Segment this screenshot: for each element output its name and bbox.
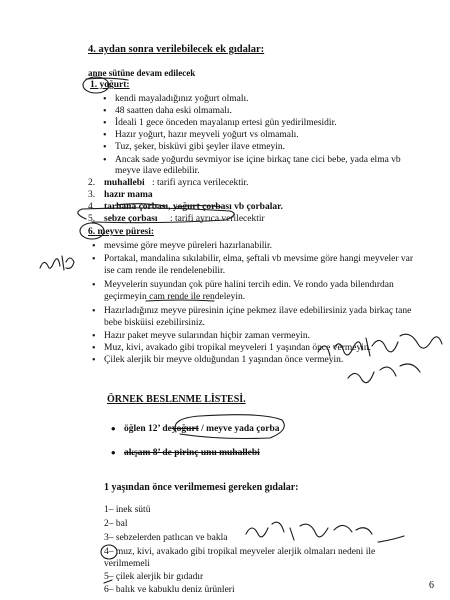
yogurt-label: 1. yoğurt: (90, 80, 130, 90)
muhallebi-label: muhallebi (104, 178, 145, 188)
hazir-mama-label: hazır mama (104, 190, 153, 200)
list-item: 2– bal (104, 519, 128, 529)
muhallebi-text: : tarifi ayrıca verilecektir. (152, 178, 249, 188)
list-item: 4– muz, kivi, avakado gibi tropikal meyveler alerjik olmaları nedeni ile (104, 547, 376, 557)
tarhana-text: tarhana çorbası, yoğurt çorbası vb çorbalar. (104, 202, 283, 212)
list-item: 1– inek sütü (104, 505, 151, 515)
aksam-line: • akşam 8’ de pirinç unu muhallebi (124, 448, 260, 459)
item-number: 5. (88, 214, 96, 224)
list-item: • Portakal, mandalina sıkılabilir, elma, şeftali vb mevsime göre hangi meyveler var (104, 254, 413, 265)
not-given-heading: 1 yaşından önce verilmemesi gereken gıdalar: (104, 482, 299, 493)
list-item: 6– balık ve kabuklu deniz ürünleri (104, 585, 235, 595)
item-number: 2. (88, 178, 96, 188)
list-item: • Hazırladığınız meyve püresinin içine pekmez ilave edebilirsiniz yada birkaç tane (104, 306, 411, 317)
list-item: • Hazır paket meyve sularından hiçbir zaman vermeyin. (104, 331, 310, 342)
list-item-continuation: ise cam rende ile rendelenebilir. (104, 266, 226, 276)
list-item-continuation: geçirmeyin cam rende ile rendeleyin. (104, 292, 246, 302)
list-item-continuation: bebe bisküisi ezebilirsiniz. (104, 318, 206, 328)
ogle-line: • öğlen 12’ deyoğurt / meyve yada çorba (124, 424, 280, 435)
list-item: • İdeali 1 gece önceden mayalanıp ertesi gün yedirilmesidir. (115, 118, 337, 129)
item-number: 3. (88, 190, 96, 200)
list-item: 3– sebzelerden patlıcan ve bakla (104, 533, 228, 543)
sebze-text: : tarifi ayrıca verilecektir (170, 214, 265, 224)
list-item: • Meyvelerin suyundan çok püre halini tercih edin. Ve rondo yada bilendırdan (104, 280, 394, 291)
page-number: 6 (429, 580, 434, 591)
item-number: 4. (88, 202, 96, 212)
meyve-puresi-label: 6. meyve püresi: (88, 227, 155, 237)
list-item: • Hazır yoğurt, hazır meyveli yoğurt vs olmamalı. (115, 130, 299, 141)
list-item: • Muz, kivi, avakado gibi tropikal meyveleri 1 yaşından önce vermeyin. (104, 343, 371, 354)
example-heading: ÖRNEK BESLENME LİSTESİ. (107, 394, 246, 405)
list-item: • Ancak sade yoğurdu sevmiyor ise içine birkaç tane cici bebe, yada elma vb (115, 155, 401, 166)
list-item: • kendi mayaladığınız yoğurt olmalı. (115, 94, 249, 105)
subheading: anne sütüne devam edilecek (88, 68, 196, 78)
list-item: 5– çilek alerjik bir gıdadır (104, 572, 204, 582)
list-item-continuation: meyve ilave edilebilir. (115, 166, 200, 176)
list-item: • Çilek alerjik bir meyve olduğundan 1 yaşından önce vermeyin. (104, 355, 343, 366)
sebze-label: sebze çorbası (104, 214, 158, 224)
list-item: • mevsime göre meyve püreleri hazırlanabilir. (104, 241, 272, 252)
margin-scribble (40, 256, 74, 270)
list-item: • Tuz, şeker, bisküvi gibi şeyler ilave etmeyin. (115, 142, 285, 153)
ogle-struck: yoğurt (171, 424, 199, 434)
list-item-continuation: verilmemeli (104, 559, 150, 569)
ogle-prefix: öğlen 12’ de (124, 424, 172, 434)
ogle-rest: meyve yada çorba (206, 424, 280, 434)
section-heading: 4. aydan sonra verilebilecek ek gıdalar: (88, 44, 265, 55)
list-item: • 48 saatten daha eski olmamalı. (115, 106, 232, 117)
bottom-right-scribble (246, 522, 404, 542)
